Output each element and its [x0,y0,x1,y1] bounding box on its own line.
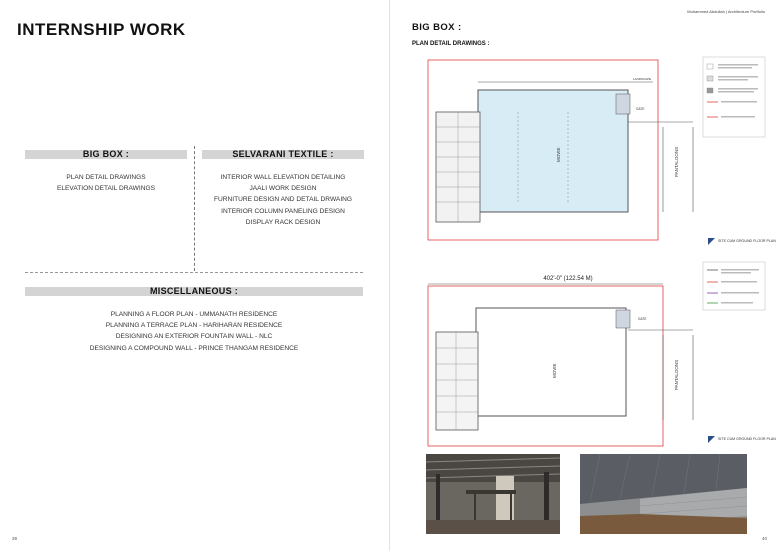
list-item: ELEVATION DETAIL DRAWINGS [56,185,156,193]
big-box-heading: BIG BOX : [25,150,187,159]
list-item: FURNITURE DESIGN AND DETAIL DRWAING [213,196,353,204]
floor-plan-drawing-2 [418,260,776,455]
list-item: INTERIOR WALL ELEVATION DETAILING [220,174,346,181]
list-item: DESIGNING A COMPOUND WALL - PRINCE THANGAM RESIDENCE [89,344,299,352]
store-floor [478,90,628,212]
left-page [0,0,389,551]
store-label: MOVIE [552,363,557,378]
page-number: 40 [761,536,767,541]
list-item: DESIGNING AN EXTERIOR FOUNTAIN WALL - NLC [115,333,273,341]
pantaloons-label: PANTALOONS [674,146,679,177]
landscape-label: LANDSCAPE [633,77,652,81]
drawing-legend [703,262,765,310]
site-photo-interior [426,454,560,534]
selvarani-list [202,172,364,228]
list-item: PLAN DETAIL DRAWINGS [66,174,146,181]
page-title: INTERNSHIP WORK [17,20,186,39]
drawing-caption: SITE CUM GROUND FLOOR PLAN [718,437,776,441]
list-item: PLANNING A TERRACE PLAN - HARIHARAN RESIDENCE [105,322,283,330]
service-block [436,332,478,430]
header-credit: Muhammed Abdullah | Architecture Portfolio [687,9,765,14]
gate-label: GATE [638,317,647,321]
drawing-caption: SITE CUM GROUND FLOOR PLAN [718,239,776,243]
big-box-list [25,172,187,194]
list-item: JAALI WORK DESIGN [249,185,317,193]
right-page-title: BIG BOX : [412,22,462,33]
store-floor [476,308,626,416]
floor-plan-drawing-1 [418,52,776,252]
drawing-legend [703,57,765,137]
column-divider [194,146,195,271]
pantaloons-label: PANTALOONS [674,359,679,390]
list-item: INTERIOR COLUMN PANELING DESIGN [221,207,345,215]
list-item: PLANNING A FLOOR PLAN - UMMANATH RESIDENCE [110,311,278,318]
right-page [390,0,779,551]
gate-label: GATE [636,107,645,111]
right-page-subtitle: PLAN DETAIL DRAWINGS : [412,41,490,47]
misc-heading: MISCELLANEOUS : [25,287,363,296]
dimension-label: 402'-0" (122.54 M) [543,276,593,282]
site-photo-exterior [580,454,747,534]
misc-list [25,309,363,354]
store-label: MOVIE [556,147,561,162]
page-number: 39 [12,536,18,541]
selvarani-heading: SELVARANI TEXTILE : [202,150,364,159]
list-item: DISPLAY RACK DESIGN [245,218,321,226]
section-divider [25,272,363,273]
